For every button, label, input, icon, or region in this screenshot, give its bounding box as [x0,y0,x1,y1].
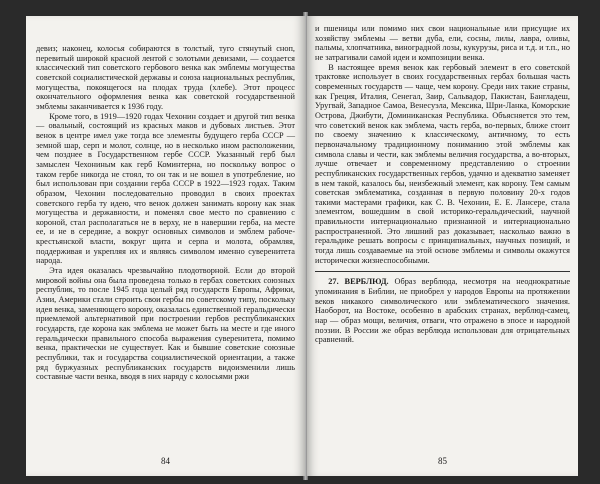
page-number: 85 [438,456,447,466]
section-divider [315,271,570,272]
left-page-text [36,44,295,382]
paragraph: и пшеницы или помимо них свои национальные или присущие их хозяйству эмблемы — ветви дуба, ели, сосны, лилы, лавра, оливы, пальмы, хлопчатника, виноградной лозы, кукурузы, риса и т.д. и т.п., но не затрагивали самой идеи и композиции венка. [315,24,570,62]
paragraph: В настоящее время венок как гербовый элемент в его советской трактовке использует в своих государственных гербах большая часть современных государств — чаще, чем корону. Среди них такие страны, как Греция, Италия, Сенегал, Заир, Сальвадор, Пакистан, Бангладеш, Уругвай, Западное Самоа, Венесуэла, Мексика, Шри-Ланка, Коморские Острова, Джибути, Доминиканская Республика. Объясняется это тем, что советский венок как эмблема, часть герба, во-первых, ближе стоит по своему значению к классическому, античному, то есть первоначальному традиционному пониманию этой эмблемы как символа славы и чести, как эмблемы величия государства, а во-вторых, лучше отвечает и современному представлению о строении республиканских государственных гербов, удачно и адекватно заменяет в нем такой, казалось бы, неизбежный элемент, как корону. Тем самым советская эмблематика, созданная в первую половину 20-х годов такими мастерами графики, как С. В. Чехонин, Е. Е. Лансере, стала элементом, вошедшим в свой историко-геральдический, научной правильности интернационально признанной и интернационально распространенной. Это лишний раз доказывает, насколько важно в геральдике решать вопросы с принципиальных, научных позиций, и тогда лишь создаваемые на этой основе эмблемы и символы окажутся исторически жизнеспособными. [315,62,570,265]
paragraph: Кроме того, в 1919—1920 годах Чехонин создает и другой тип венка — овальный, состоящий из красных маков и дубовых листьев. Этот венок в центре имел уже тогда все элементы будущего герба СССР — земной шар, серп и молот, солнце, но в несколько ином расположении, чем позднее в Государственном гербе СССР. Указанный герб был замыслен Чехониным как герб Коминтерна, но поскольку вопрос о таком гербе никогда не стоял, то он так и не вошел в употребление, но был использован при создании герба СССР в 1922—1923 годах. Таким образом, Чехонин последовательно проводил в своих проектах советского герба ту идею, что венок должен занимать корону как знак могущества и державности, и поменял свое место по сравнению с короной, стал располагаться не в верху, не в навершии герба, на месте ее, и не в середине, а вокруг основных символов и эмблем рабоче-крестьянской власти, вокруг щита и серпа и молота, обрамляя, поддерживая и укрепляя их и являясь символом именно суверенитета народа. [36,111,295,266]
paragraph: Эта идея оказалась чрезвычайно плодотворной. Если до второй мировой войны она была проведена только в гербах советских союзных республик, то после 1945 года целый ряд государств Европы, Африки, Азии, Америки стали строить свои гербы по советскому типу, поскольку идея венка, заменяющего корону, оказалась единственной геральдически приемлемой альтернативой при построении гербов республиканских государств, где корона как эмблема не может быть на месте и где иного геральдически правильного способа выражения суверенитета, помимо венка, практически не существует. Как и бывшие советские союзные республики, так и государства социалистической ориентации, а также ряд буржуазных республиканских государств видоизменили лишь составные части венка, вводя в них наряду с колосьями ржи [36,266,295,382]
right-page-text [315,24,570,345]
paragraph: девиз; наконец, колосья собираются в толстый, туго стянутый сноп, перевитый широкой красной лентой с золотыми девизами, — создается классический тип советского гербового венка как эмблемы могущества советской социалистической державы и союза национальных республик, могущества, покоящегося на плодах труда (хлебе). Этот процесс окончательного оформления венка как советской государственной эмблемы заканчивается к 1936 году. [36,44,295,111]
entry-heading: 27. ВЕРБЛЮД. [328,277,389,287]
page-number: 84 [161,456,170,466]
right-page [307,16,578,476]
entry-text: Образ верблюда, несмотря на неоднократные упоминания в Библии, не приобрел у народов Европы на протяжении веков никакого символического или эмблематического значения. Наоборот, на Востоке, особенно в арабских странах, верблюд-самец, нар — образ мощи, величия, отваги, что отражено в эпосе и народной поэзии. В России же образ верблюда использован для отрицательных сравнений. [315,277,571,345]
left-page [26,16,305,476]
dictionary-entry [315,277,570,345]
